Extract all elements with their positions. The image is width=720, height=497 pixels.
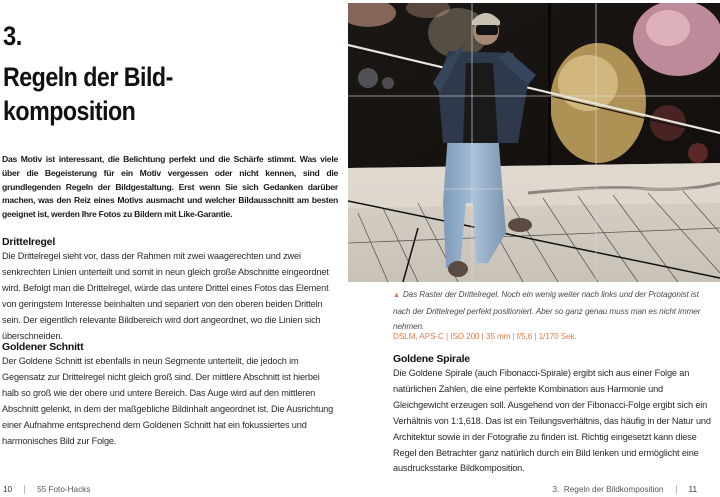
section-body: Der Goldene Schnitt ist ebenfalls in neun Segmente unterteilt, die jedoch im Gegensatz zur Drittelregel nicht gleich groß sind. Der mittlere Abschnitt ist hierbei halb so groß wie der obere und untere Bereich. Das Auge wird auf den mittleren Abschnitt gelenkt, in dem der maßgebliche Bildinhalt angeordnet ist. Die Ausrichtung einer Aufnahme entsprechend dem Goldenen Schnitt hat ein fokussiertes und harmonisches Bild zur Folge. <box>2 356 334 446</box>
right-footer <box>552 484 697 496</box>
footer-divider <box>676 485 677 494</box>
section-heading: Goldene Spirale <box>393 353 470 365</box>
section-body: Die Goldene Spirale (auch Fibonacci-Spirale) ergibt sich aus einer Folge an natürlichen Zahlen, die eine perfekte Kombination aus Harmonie und Gleichgewicht erzeugen soll. Ausgehend von der Fibonacci-Folge ergibt sich ein Verhältnis von 1:1,618. Das ist ein Teilungsverhältnis, das häufig in der Natur und Architektur sowie in der Fotografie zu finden ist. Richtig eingesetzt kann diese Regel den Betrachter ganz natürlich durch ein Bild lenken und ermöglicht eine ausdrucksstarke Bildkomposition. <box>393 368 711 474</box>
page-number: 10 <box>3 485 13 494</box>
left-page <box>0 0 348 497</box>
section-drittelregel <box>2 235 338 344</box>
chapter-number: 3. <box>3 21 22 51</box>
photo-rule-of-thirds <box>348 3 720 282</box>
chapter-label: 3. Regeln der Bildkomposition <box>552 485 664 494</box>
photo-illustration <box>348 3 720 282</box>
book-title: 55 Foto-Hacks <box>37 485 91 494</box>
camera-settings: DSLM, APS-C | ISO 200 | 35 mm | f/5,6 | 1/170 Sek. <box>393 332 577 341</box>
chapter-title <box>3 60 261 128</box>
section-heading: Goldener Schnitt <box>2 341 84 353</box>
caption-triangle-icon: ▲ <box>393 292 400 299</box>
chapter-title-line-1: Regeln der Bild- <box>3 62 173 92</box>
photo-caption <box>393 287 715 335</box>
section-body: Die Drittelregel sieht vor, dass der Rahmen mit zwei waagerechten und zwei senkrechten Linien unterteilt und somit in neun gleich große Abschnitte eingeordnet wird. Befolgt man die Drittelregel, würde das untere Drittel eines Fotos das Element von geringstem Interesse beinhalten und separiert von den oberen beiden Dritteln sein. Der eigentlich relevante Bildbereich wird dort angeordnet, wo die Linien sich überschneiden. <box>2 251 329 341</box>
section-goldener-schnitt <box>2 340 338 449</box>
chapter-title-line-2: komposition <box>3 96 136 126</box>
intro-paragraph: Das Motiv ist interessant, die Belichtung perfekt und die Schärfe stimmt. Was viele über die Begeisterung für ein Motiv vergessen oder nicht kennen, sind die grundlegenden Regeln der Bildgestaltung. Erst wenn Sie sich Gedanken darüber machen, was den Reiz eines Motivs ausmacht und welcher Bildausschnitt am besten geeignet ist, werden Ihre Fotos zu Bildern mit Like-Garantie. <box>2 154 338 220</box>
section-heading: Drittelregel <box>2 236 56 248</box>
page-number: 11 <box>688 485 697 494</box>
footer-divider <box>24 485 25 494</box>
section-goldene-spirale <box>393 352 715 477</box>
left-footer <box>3 484 90 496</box>
caption-text: Das Raster der Drittelregel. Noch ein wenig weiter nach links und der Protagonist ist nach der Drittelregel perfekt positioniert. Aber so ganz genau muss man es nicht immer nehmen. <box>393 290 701 331</box>
